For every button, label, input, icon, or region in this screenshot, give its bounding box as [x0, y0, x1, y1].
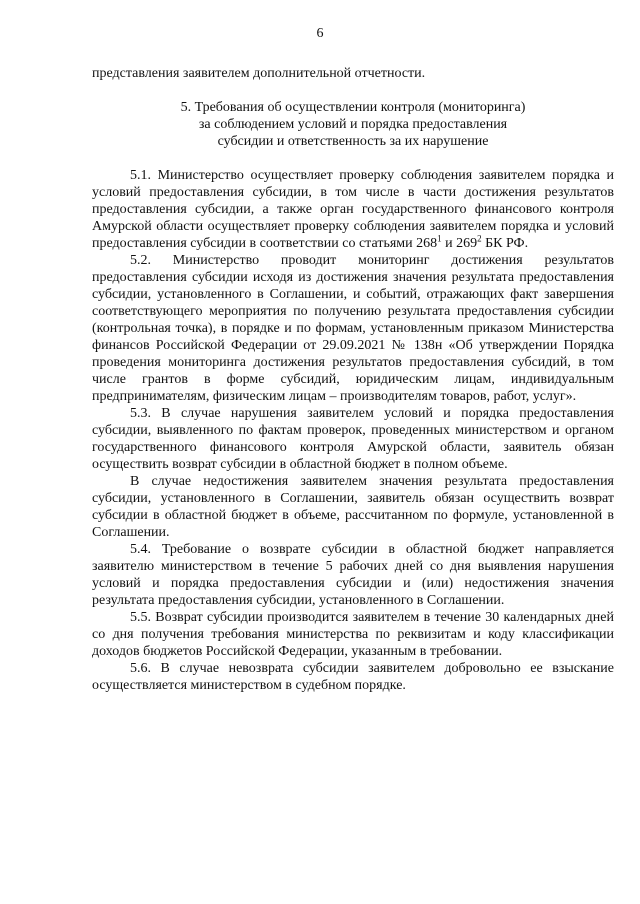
paragraph-5-2: 5.2. Министерство проводит мониторинг достижения результатов предоставления субсидии исходя из достижения значения результата предоставления субсидии, установленного в Соглашении, и событий, отражающих факт завершения соответствующего мероприятия по получению результата предоставления субсидии (контрольная точка), в порядке и по формам, установленным приказом Министерства финансов Российской Федерации от 29.09.2021 № 138н «Об утверждении Порядка проведения мониторинга достижения результатов предоставления субсидий, в том числе грантов в форме субсидий, юридическим лицам, индивидуальным предпринимателям, физическим лицам – производителям товаров, работ, услуг».	[92, 253, 614, 404]
section-heading-line-2: за соблюдением условий и порядка предоставления	[198, 117, 508, 132]
section-heading-line-1: 5. Требования об осуществлении контроля (мониторинга)	[180, 100, 526, 115]
superscript-269: 2	[477, 233, 482, 244]
section-heading	[92, 99, 614, 150]
paragraph-5-3-b: В случае недостижения заявителем значения результата предоставления субсидии, установленного в Соглашении, заявитель обязан осуществить возврат субсидии в областной бюджет в объеме, рассчитанном по формуле, установленной в Соглашении.	[92, 474, 614, 540]
section-heading-line-3: субсидии и ответственность за их нарушение	[217, 134, 489, 149]
paragraph-5-1-text: 5.1. Министерство осуществляет проверку соблюдения заявителем порядка и условий предоставления субсидии, в том числе в части достижения результатов предоставления субсидии, а также орган государственного финансового контроля Амурской области осуществляет проверку соблюдения заявителем порядка и условий предоставления субсидии в соответствии со статьями 268	[92, 168, 614, 251]
continuation-text: представления заявителем дополнительной отчетности.	[92, 66, 426, 81]
paragraph-5-1-mid: и 269	[441, 236, 478, 251]
paragraph-5-1	[92, 167, 614, 252]
paragraph-5-3: 5.3. В случае нарушения заявителем условий и порядка предоставления субсидии, выявленного по фактам проверок, проведенных министерством и органом государственного финансового контроля Амурской области, заявитель обязан осуществить возврат субсидии в областной бюджет в полном объеме.	[92, 406, 614, 472]
page-number: 6	[316, 26, 324, 41]
superscript-268: 1	[437, 233, 442, 244]
paragraph-5-6: 5.6. В случае невозврата субсидии заявителем добровольно ее взыскание осуществляется министерством в судебном порядке.	[92, 661, 614, 693]
paragraph-5-4: 5.4. Требование о возврате субсидии в областной бюджет направляется заявителю министерством в течение 5 рабочих дней со дня выявления нарушения условий и порядка предоставления субсидии и (или) недостижения значения результата предоставления субсидии, установленного в Соглашении.	[92, 542, 614, 608]
document-body	[92, 65, 614, 694]
paragraph-5-5: 5.5. Возврат субсидии производится заявителем в течение 30 календарных дней со дня получения требования министерства по реквизитам и коду классификации доходов бюджетов Российской Федерации, указанным в требовании.	[92, 610, 614, 659]
paragraph-5-1-end: БК РФ.	[481, 236, 529, 251]
